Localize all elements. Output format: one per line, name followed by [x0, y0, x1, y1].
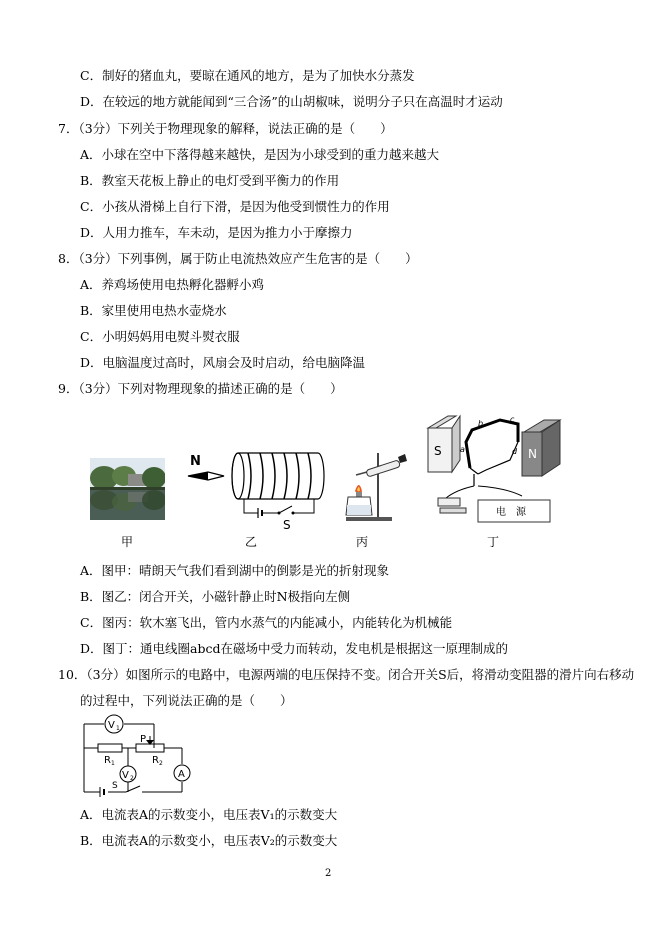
coil-d-label: d [512, 447, 518, 456]
voltmeter-v2-label: V [122, 770, 129, 781]
q10-option-b: B．电流表A的示数变小，电压表V₂的示数变大 [80, 833, 338, 848]
q9-caption-ding: 丁 [487, 535, 500, 549]
q9-option-c: C．图丙：软木塞飞出，管内水蒸气的内能减小，内能转化为机械能 [80, 615, 453, 630]
q9-caption-yi: 乙 [245, 535, 258, 549]
page-number: 2 [325, 868, 332, 879]
q9-caption-bing: 丙 [356, 535, 369, 549]
q9-option-a: A．图甲：晴朗天气我们看到湖中的倒影是光的折射现象 [80, 563, 390, 578]
q8-option-a: A．养鸡场使用电热孵化器孵小鸡 [80, 277, 265, 292]
figure-bing-test-tube [338, 445, 413, 525]
power-source-label: 电 源 [496, 507, 526, 518]
q7-option-b: B．教室天花板上静止的电灯受到平衡力的作用 [80, 173, 340, 188]
figure-yi-solenoid [186, 445, 336, 530]
coil-a-label: a [460, 445, 465, 454]
q9-option-b: B．图乙：闭合开关，小磁针静止时N极指向左侧 [80, 589, 351, 604]
svg-text:2: 2 [159, 760, 163, 767]
r2-label: R [152, 755, 159, 766]
svg-text:1: 1 [111, 760, 115, 767]
q8-stem: 8．（3分）下列事例，属于防止电流热效应产生危害的是（ ） [58, 251, 418, 266]
switch-label: S [283, 518, 291, 530]
q9-option-d: D．图丁：通电线圈abcd在磁场中受力而转动，发电机是根据这一原理制成的 [80, 641, 508, 656]
r1-label: R [104, 755, 111, 766]
ammeter-label: A [178, 769, 185, 780]
q8-option-c: C．小明妈妈用电熨斗熨衣服 [80, 329, 240, 344]
slider-p-label: P [140, 734, 147, 745]
q10-stem-line2: 的过程中，下列说法正确的是（ ） [80, 693, 293, 708]
svg-text:1: 1 [116, 725, 120, 732]
q10-stem-line1: 10．（3分）如图所示的电路中，电源两端的电压保持不变。闭合开关S后，将滑动变阻器的滑片向右移动 [58, 667, 635, 682]
switch-s-label: S [112, 781, 118, 791]
coil-c-label: c [510, 415, 515, 424]
svg-text:2: 2 [130, 775, 134, 782]
coil-b-label: b [478, 419, 484, 428]
q7-option-c: C．小孩从滑梯上自行下滑，是因为他受到惯性力的作用 [80, 199, 390, 214]
q7-stem: 7．（3分）下列关于物理现象的解释，说法正确的是（ ） [58, 121, 393, 136]
q6-option-d: D．在较远的地方就能闻到“三合汤”的山胡椒味，说明分子只在高温时才运动 [80, 94, 503, 109]
q10-circuit-diagram [82, 712, 200, 798]
q8-option-b: B．家里使用电热水壶烧水 [80, 303, 227, 318]
q7-option-a: A．小球在空中下落得越来越快，是因为小球受到的重力越来越大 [80, 147, 440, 162]
q10-option-a: A．电流表A的示数变小，电压表V₁的示数变大 [80, 807, 338, 822]
q9-caption-jia: 甲 [121, 535, 134, 549]
voltmeter-v1-label: V [108, 720, 115, 731]
magnet-n-label: N [528, 447, 537, 461]
q7-option-d: D．人用力推车，车未动，是因为推力小于摩擦力 [80, 225, 353, 240]
figure-ding-motor [426, 412, 564, 525]
q6-option-c: C．制好的猪血丸，要晾在通风的地方，是为了加快水分蒸发 [80, 68, 415, 83]
n-pole-label: N [190, 454, 201, 469]
figure-jia-lake-reflection [90, 458, 165, 520]
q9-stem: 9．（3分）下列对物理现象的描述正确的是（ ） [58, 381, 343, 396]
q8-option-d: D．电脑温度过高时，风扇会及时启动，给电脑降温 [80, 355, 366, 370]
magnet-s-label: S [434, 444, 442, 458]
